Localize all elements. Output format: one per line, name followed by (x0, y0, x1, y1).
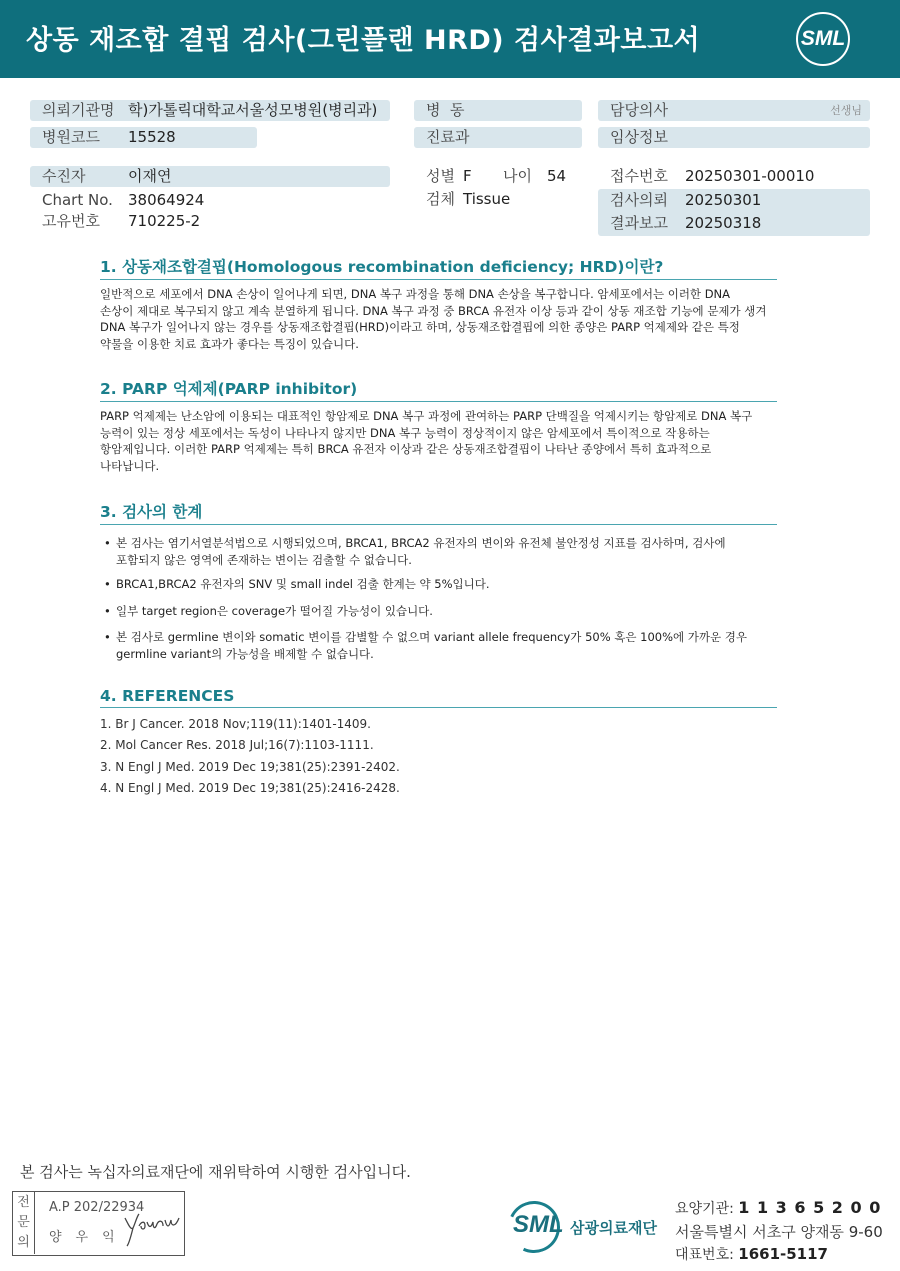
sml-footer-logo (508, 1199, 668, 1259)
ward-row (414, 100, 582, 121)
patient-value: 이재연 (128, 167, 172, 185)
clinical-label: 임상정보 (610, 128, 668, 146)
license-number: A.P 202/22934 (49, 1200, 145, 1215)
section-2-line: 항암제입니다. 이러한 PARP 억제제는 특히 BRCA 유전자 이상과 같은 상동재조합결핍이 나타난 종양에서 특히 효과적으로 (100, 442, 712, 456)
chart-label: Chart No. (42, 191, 113, 209)
stamp-side-label (13, 1192, 35, 1254)
limitation-text: 일부 target region은 coverage가 떨어질 가능성이 있습니다. (116, 604, 433, 618)
age-value: 54 (547, 167, 567, 185)
sml-logo (796, 12, 850, 66)
sex-value: F (463, 167, 472, 185)
institution-value: 학)가톨릭대학교서울성모병원(병리과) (128, 101, 378, 119)
referral-note: 본 검사는 녹십자의료재단에 재위탁하여 시행한 검사입니다. (20, 1163, 411, 1181)
specimen-value: Tissue (463, 190, 511, 208)
report-label: 결과보고 (610, 214, 668, 232)
request-label: 검사의뢰 (610, 191, 668, 209)
bullet-dot: • (104, 577, 111, 591)
section-1-heading: 1. 상동재조합결핍(Homologous recombination deficiency; HRD)이란? (100, 255, 777, 280)
receipt-row (598, 166, 870, 187)
section-1-line: 약물을 이용한 치료 효과가 좋다는 특징이 있습니다. (100, 336, 359, 351)
unique-label: 고유번호 (42, 212, 100, 230)
specimen-row (414, 189, 594, 210)
bullet-dot: • (104, 630, 111, 644)
stamp-side-char: 전 (17, 1195, 30, 1210)
limitation-text: 포함되지 않은 영역에 존재하는 변이는 검출할 수 없습니다. (116, 552, 412, 567)
limitation-item (104, 535, 784, 568)
chart-value: 38064924 (128, 191, 205, 209)
bullet-dot: • (104, 536, 111, 550)
report-value: 20250318 (685, 214, 762, 232)
phone-line (675, 1244, 828, 1264)
sex-age-row (414, 166, 594, 187)
report-title: 상동 재조합 결핍 검사(그린플랜 HRD) 검사결과보고서 (26, 25, 701, 56)
institution-code-label: 요양기관: (675, 1201, 739, 1217)
pathologist-name: 양우익 (49, 1230, 129, 1245)
section-1-line: DNA 복구가 일어나지 않는 경우를 상동재조합결핍(HRD)이라고 하며, 상동재조합결핍에 의한 종양은 PARP 억제제와 같은 특정 (100, 320, 740, 334)
phone-label: 대표번호: (675, 1247, 739, 1263)
clinical-row (598, 127, 870, 148)
dates-block (598, 189, 870, 236)
reference-item: 4. N Engl J Med. 2019 Dec 19;381(25):2416-2428. (100, 781, 400, 795)
limitation-text: BRCA1,BRCA2 유전자의 SNV 및 small indel 검출 한계는 약 5%입니다. (116, 577, 490, 591)
ward-label: 병 동 (426, 101, 465, 119)
section-1-line: 일반적으로 세포에서 DNA 손상이 일어나게 되면, DNA 복구 과정을 통해 DNA 손상을 복구합니다. 암세포에서는 이러한 DNA (100, 287, 731, 301)
section-2-line: PARP 억제제는 난소암에 이용되는 대표적인 항암제로 DNA 복구 과정에 관여하는 PARP 단백질을 억제시키는 항암제로 DNA 복구 (100, 409, 753, 423)
section-1-line: 손상이 제대로 복구되지 않고 계속 분열하게 됩니다. DNA 복구 과정 중 BRCA 유전자 이상 등과 같이 상동 재조합 기능에 문제가 생겨 (100, 303, 767, 318)
section-2-heading: 2. PARP 억제제(PARP inhibitor) (100, 377, 777, 402)
reference-item: 2. Mol Cancer Res. 2018 Jul;16(7):1103-1111. (100, 738, 374, 752)
chart-row (30, 190, 330, 211)
patient-label: 수진자 (42, 167, 86, 185)
hospital-code-row (30, 127, 257, 148)
doctor-row (598, 100, 870, 121)
institution-code-value: 1 1 3 6 5 2 0 0 (738, 1198, 882, 1217)
section-2-line: 나타납니다. (100, 458, 160, 473)
organization-name: 삼광의료재단 (570, 1219, 657, 1237)
institution-label: 의뢰기관명 (42, 101, 115, 119)
hospital-code-value: 15528 (128, 128, 176, 146)
stamp-side-char: 문 (17, 1215, 30, 1230)
institution-row (30, 100, 390, 121)
request-value: 20250301 (685, 191, 762, 209)
pathologist-stamp (12, 1191, 185, 1256)
reference-item: 1. Br J Cancer. 2018 Nov;119(11):1401-1409. (100, 717, 371, 731)
receipt-label: 접수번호 (610, 167, 668, 185)
unique-value: 710225-2 (128, 212, 201, 230)
sml-logo-text: SML (800, 27, 846, 50)
limitation-item (104, 576, 784, 593)
report-header (0, 0, 900, 78)
reference-item: 3. N Engl J Med. 2019 Dec 19;381(25):2391-2402. (100, 760, 400, 774)
sex-label: 성별 (426, 167, 455, 185)
limitation-text: 본 검사로 germline 변이와 somatic 변이를 감별할 수 없으며 variant allele frequency가 50% 혹은 100%에 가까운 경우 (116, 630, 748, 644)
section-4-heading: 4. REFERENCES (100, 687, 777, 708)
doctor-label: 담당의사 (610, 101, 668, 119)
dept-label: 진료과 (426, 128, 470, 146)
stamp-side-char: 의 (17, 1235, 30, 1250)
doctor-suffix: 선생님 (830, 104, 862, 117)
limitation-item (104, 629, 784, 662)
patient-row (30, 166, 390, 187)
address: 서울특별시 서초구 양재동 9-60 (675, 1223, 883, 1241)
age-label: 나이 (503, 167, 532, 185)
signature-icon (121, 1206, 183, 1250)
receipt-value: 20250301-00010 (685, 167, 815, 185)
limitation-text: germline variant의 가능성을 배제할 수 없습니다. (116, 646, 374, 661)
phone-value: 1661-5117 (738, 1245, 828, 1263)
dept-row (414, 127, 582, 148)
specimen-label: 검체 (426, 190, 455, 208)
section-2-line: 능력이 있는 정상 세포에서는 독성이 나타나지 않지만 DNA 복구 능력이 정상적이지 않은 암세포에서 특이적으로 작용하는 (100, 425, 710, 440)
section-2-body (100, 408, 780, 474)
section-1-body (100, 286, 780, 352)
limitation-text: 본 검사는 염기서열분석법으로 시행되었으며, BRCA1, BRCA2 유전자의 변이와 유전체 불안정성 지표를 검사하며, 검사에 (116, 536, 726, 550)
hospital-code-label: 병원코드 (42, 128, 100, 146)
section-3-heading: 3. 검사의 한계 (100, 500, 777, 525)
limitation-item (104, 603, 784, 620)
unique-row (30, 211, 330, 232)
bullet-dot: • (104, 604, 111, 618)
institution-code-line (675, 1198, 881, 1218)
sml-footer-logo-text: SML (513, 1211, 564, 1238)
